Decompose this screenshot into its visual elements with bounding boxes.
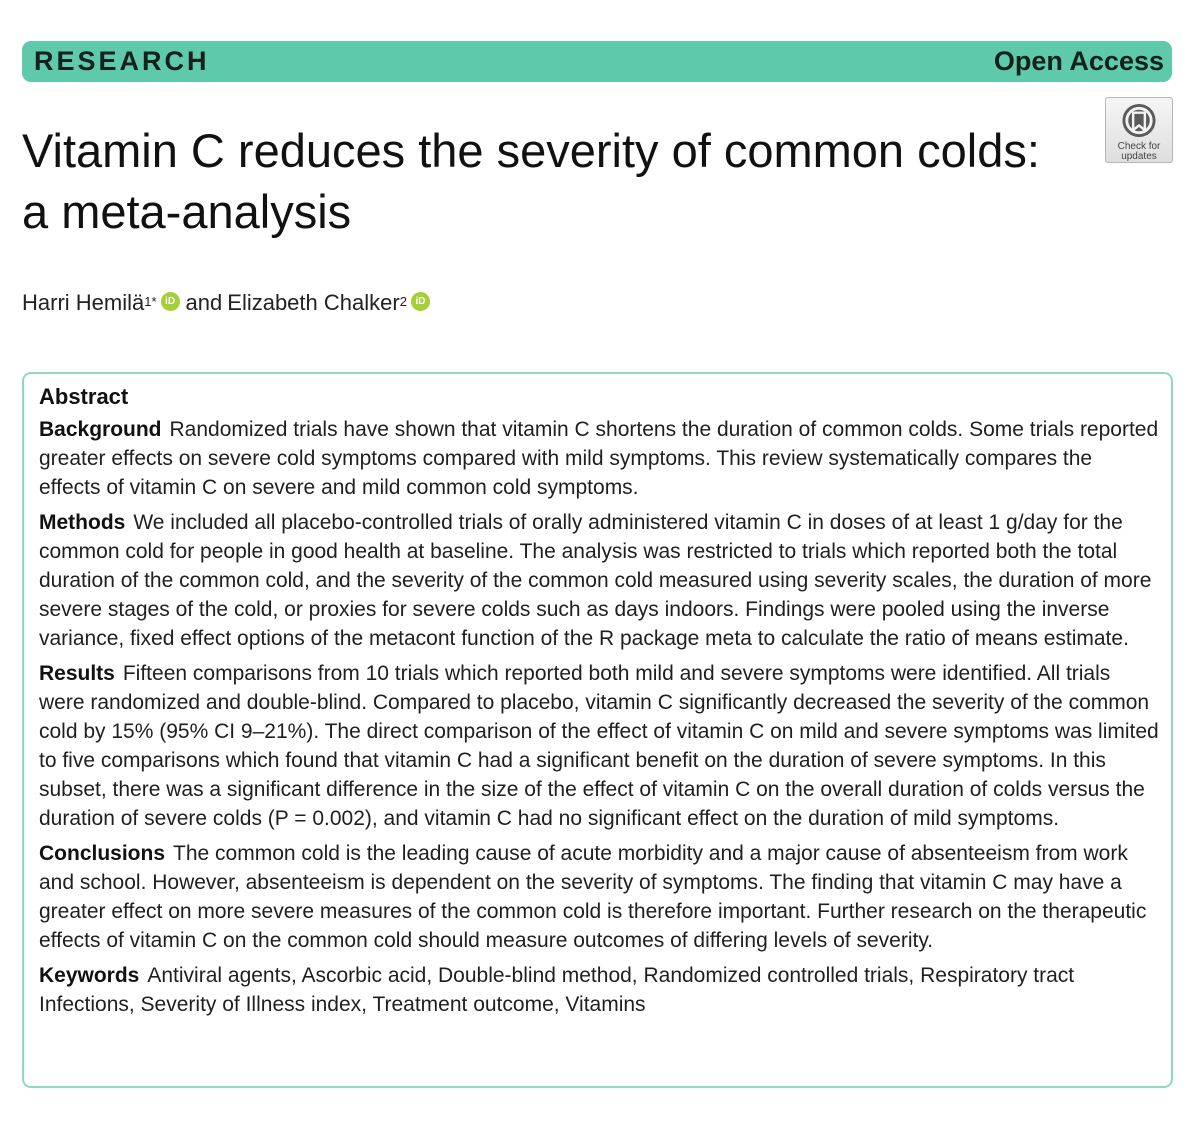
author-list <box>22 290 434 316</box>
open-access-label[interactable]: Open Access <box>993 46 1164 76</box>
orcid-icon[interactable]: iD <box>161 292 180 311</box>
abstract-results <box>39 659 1159 833</box>
section-text-conclusions: The common cold is the leading cause of acute morbidity and a major cause of absenteeism from work and school. However, absenteeism is dependent on the severity of symptoms. The finding that vitamin C may have a greater effect on more severe measures of the common cold is therefore important. Further research on the therapeutic effects of vitamin C on the common cold should measure outcomes of differing levels of severity. <box>39 842 1147 952</box>
section-text-background: Randomized trials have shown that vitamin C shortens the duration of common colds. Some trials reported greater effects on severe cold symptoms compared with mild symptoms. This review systematically compares the effects of vitamin C on severe and mild common cold symptoms. <box>39 418 1159 499</box>
check-for-updates-text <box>1118 142 1161 162</box>
section-label-background: Background <box>39 418 162 441</box>
author-affiliation: 2 <box>399 293 407 309</box>
check-for-updates-icon <box>1120 102 1158 139</box>
author-name[interactable]: Elizabeth Chalker <box>227 290 400 315</box>
section-label-keywords: Keywords <box>39 964 140 987</box>
abstract-background <box>39 415 1159 502</box>
check-for-updates-badge[interactable] <box>1105 97 1173 163</box>
author-affiliation: 1* <box>144 293 157 309</box>
abstract-methods <box>39 508 1159 653</box>
section-text-methods: We included all placebo-controlled trials of orally administered vitamin C in doses of at least 1 g/day for the common cold for people in good health at baseline. The analysis was restricted to trials which reported both the total duration of the common cold, and the severity of the common cold measured using severity scales, the duration of more severe stages of the cold, or proxies for severe colds such as days indoors. Findings were pooled using the inverse variance, fixed effect options of the metacont function of the R package meta to calculate the ratio of means estimate. <box>39 511 1152 650</box>
badge-line-1: Check for <box>1117 141 1161 152</box>
orcid-icon[interactable]: iD <box>411 292 430 311</box>
abstract-conclusions <box>39 839 1159 955</box>
section-text-keywords: Antiviral agents, Ascorbic acid, Double-blind method, Randomized controlled trials, Respiratory tract Infections, Severity of Illness index, Treatment outcome, Vitamins <box>39 964 1075 1016</box>
badge-line-2: updates <box>1121 151 1157 162</box>
article-title: Vitamin C reduces the severity of common colds: a meta-analysis <box>22 124 1040 238</box>
section-label-methods: Methods <box>39 511 126 534</box>
abstract-box <box>22 372 1173 1088</box>
author-name[interactable]: Harri Hemilä <box>22 290 145 315</box>
section-label-conclusions: Conclusions <box>39 842 166 865</box>
section-banner <box>22 41 1172 82</box>
abstract-heading: Abstract <box>39 384 129 409</box>
abstract-keywords <box>39 961 1159 1019</box>
author-separator: and <box>185 290 223 315</box>
section-text-results: Fifteen comparisons from 10 trials which reported both mild and severe symptoms were identified. All trials were randomized and double-blind. Compared to placebo, vitamin C significantly decreased the severity of the common cold by 15% (95% CI 9–21%). The direct comparison of the effect of vitamin C on mild and severe symptoms was limited to five comparisons which found that vitamin C had a significant benefit on the duration of severe symptoms. In this subset, there was a significant difference in the size of the effect of vitamin C on the overall duration of colds versus the duration of severe colds (P = 0.002), and vitamin C had no significant effect on the duration of mild symptoms. <box>39 662 1159 830</box>
section-label: RESEARCH <box>34 46 210 76</box>
section-label-results: Results <box>39 662 115 685</box>
